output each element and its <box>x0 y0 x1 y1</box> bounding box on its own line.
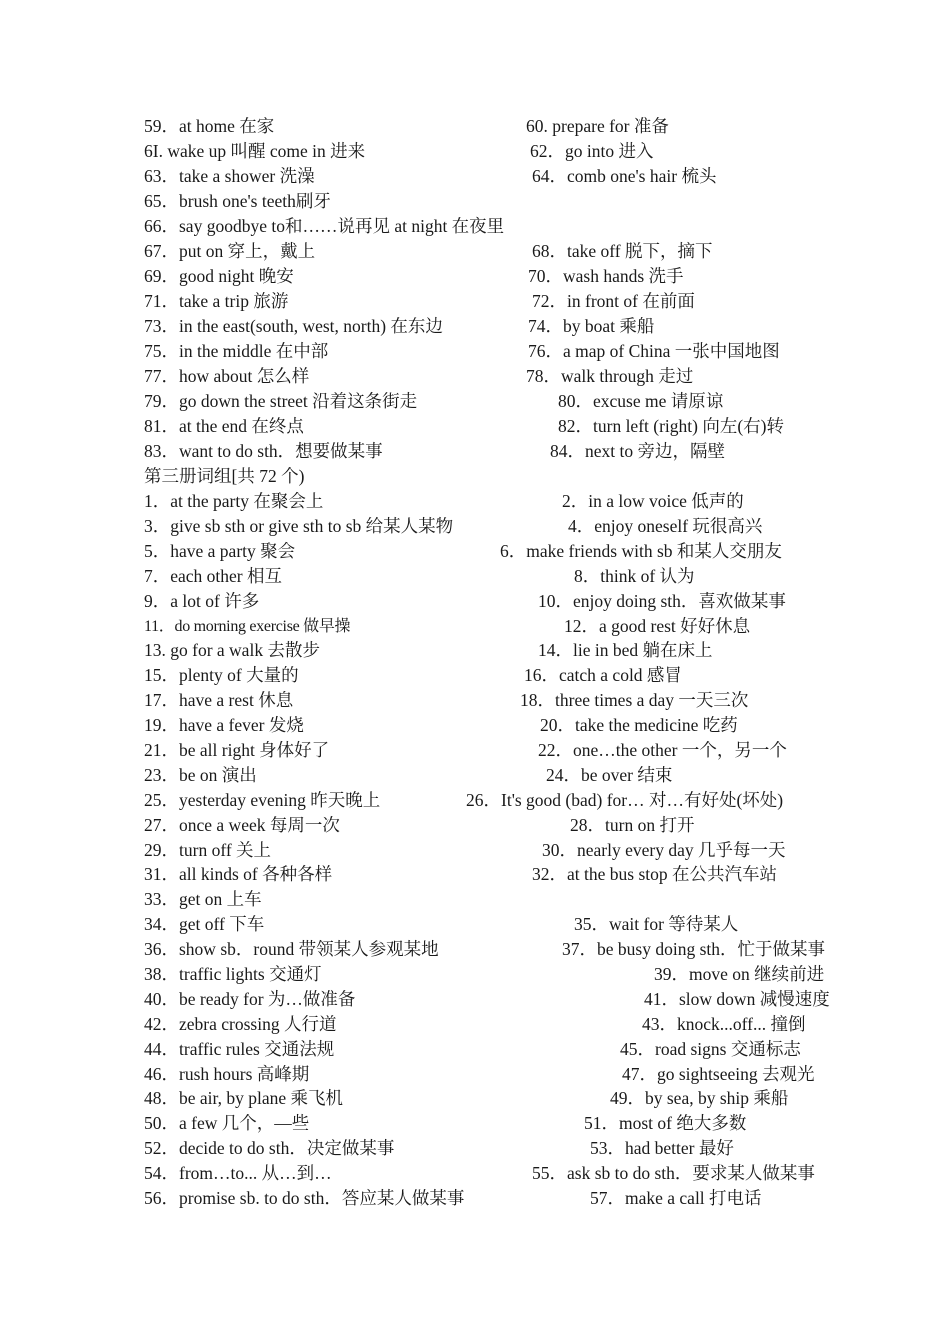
phrase-row <box>0 589 950 614</box>
phrase-left: 25．yesterday evening 昨天晚上 <box>144 790 381 810</box>
phrase-right: 20．take the medicine 吃药 <box>540 715 738 735</box>
phrase-left: 5．have a party 聚会 <box>144 541 296 561</box>
phrase-right: 57．make a call 打电话 <box>590 1188 762 1208</box>
phrase-left: 73．in the east(south, west, north) 在东边 <box>144 316 443 336</box>
phrase-left: 15．plenty of 大量的 <box>144 665 299 685</box>
phrase-left: 19．have a fever 发烧 <box>144 715 304 735</box>
phrase-left: 52．decide to do sth．决定做某事 <box>144 1138 395 1158</box>
phrase-right: 6．make friends with sb 和某人交朋友 <box>500 541 782 561</box>
phrase-right: 51．most of 绝大多数 <box>584 1113 747 1133</box>
phrase-row <box>0 1086 950 1111</box>
phrase-left: 66．say goodbye to和……说再见 at night 在夜里 <box>144 216 505 236</box>
phrase-left: 13. go for a walk 去散步 <box>144 640 320 660</box>
phrase-right: 10．enjoy doing sth．喜欢做某事 <box>538 591 786 611</box>
phrase-row <box>0 962 950 987</box>
phrase-right: 24．be over 结束 <box>546 765 673 785</box>
phrase-left: 71．take a trip 旅游 <box>144 291 289 311</box>
phrase-right: 53．had better 最好 <box>590 1138 734 1158</box>
phrase-right: 2．in a low voice 低声的 <box>562 491 744 511</box>
phrase-left: 46．rush hours 高峰期 <box>144 1064 310 1084</box>
phrase-right: 72．in front of 在前面 <box>532 291 695 311</box>
section-heading: 第三册词组[共 72 个) <box>144 466 305 486</box>
phrase-row <box>0 1062 950 1087</box>
phrase-right: 18．three times a day 一天三次 <box>520 690 749 710</box>
phrase-left: 21．be all right 身体好了 <box>144 740 330 760</box>
phrase-row <box>0 614 950 639</box>
phrase-right: 68．take off 脱下，摘下 <box>532 241 713 261</box>
phrase-row <box>0 114 950 139</box>
phrase-left: 31．all kinds of 各种各样 <box>144 864 333 884</box>
phrase-row <box>0 514 950 539</box>
phrase-right: 74．by boat 乘船 <box>528 316 655 336</box>
phrase-row <box>0 189 950 214</box>
phrase-left: 34．get off 下车 <box>144 914 265 934</box>
phrase-row <box>0 214 950 239</box>
section-heading-row <box>0 464 950 489</box>
phrase-left: 17．have a rest 休息 <box>144 690 294 710</box>
phrase-row <box>0 688 950 713</box>
phrase-row <box>0 564 950 589</box>
phrase-right: 64．comb one's hair 梳头 <box>532 166 717 186</box>
phrase-right: 62．go into 进入 <box>530 141 654 161</box>
phrase-right: 22．one…the other 一个，另一个 <box>538 740 787 760</box>
phrase-left: 75．in the middle 在中部 <box>144 341 329 361</box>
phrase-left: 48．be air, by plane 乘飞机 <box>144 1088 344 1108</box>
phrase-right: 37．be busy doing sth．忙于做某事 <box>562 939 825 959</box>
phrase-left: 9．a lot of 许多 <box>144 591 260 611</box>
phrase-row <box>0 164 950 189</box>
phrase-right: 4．enjoy oneself 玩很高兴 <box>568 516 763 536</box>
phrase-right: 55．ask sb to do sth．要求某人做某事 <box>532 1163 815 1183</box>
phrase-right: 26．It's good (bad) for… 对…有好处(坏处) <box>466 790 784 810</box>
phrase-row <box>0 539 950 564</box>
phrase-row <box>0 937 950 962</box>
phrase-right: 41．slow down 减慢速度 <box>644 989 830 1009</box>
phrase-left: 83．want to do sth．想要做某事 <box>144 441 383 461</box>
phrase-row <box>0 987 950 1012</box>
phrase-left: 63．take a shower 洗澡 <box>144 166 315 186</box>
phrase-row <box>0 763 950 788</box>
phrase-left: 29．turn off 关上 <box>144 840 272 860</box>
phrase-right: 28．turn on 打开 <box>570 815 695 835</box>
phrase-left: 50．a few 几个，—些 <box>144 1113 310 1133</box>
phrase-right: 84．next to 旁边，隔壁 <box>550 441 725 461</box>
phrase-row <box>0 1012 950 1037</box>
phrase-row <box>0 364 950 389</box>
phrase-row <box>0 1186 950 1211</box>
phrase-row <box>0 713 950 738</box>
phrase-row <box>0 1111 950 1136</box>
phrase-row <box>0 289 950 314</box>
phrase-left: 42．zebra crossing 人行道 <box>144 1014 337 1034</box>
phrase-left: 36．show sb．round 带领某人参观某地 <box>144 939 439 959</box>
phrase-left: 65．brush one's teeth刷牙 <box>144 191 331 211</box>
phrase-left: 38．traffic lights 交通灯 <box>144 964 322 984</box>
phrase-left: 40．be ready for 为…做准备 <box>144 989 356 1009</box>
phrase-left: 59．at home 在家 <box>144 116 275 136</box>
phrase-right: 49．by sea, by ship 乘船 <box>610 1088 789 1108</box>
phrase-right: 78．walk through 走过 <box>526 366 694 386</box>
phrase-left: 7．each other 相互 <box>144 566 283 586</box>
phrase-left: 54．from…to... 从…到… <box>144 1163 332 1183</box>
phrase-left: 6I. wake up 叫醒 come in 进来 <box>144 141 366 161</box>
phrase-right: 43．knock...off... 撞倒 <box>642 1014 806 1034</box>
phrase-row <box>0 1136 950 1161</box>
phrase-right: 12．a good rest 好好休息 <box>564 616 751 636</box>
phrase-row <box>0 389 950 414</box>
phrase-left: 33．get on 上车 <box>144 889 262 909</box>
phrase-right: 32．at the bus stop 在公共汽车站 <box>532 864 777 884</box>
phrase-row <box>0 314 950 339</box>
phrase-row <box>0 139 950 164</box>
phrase-left: 3．give sb sth or give sth to sb 给某人某物 <box>144 516 454 536</box>
phrase-row <box>0 439 950 464</box>
phrase-right: 30．nearly every day 几乎每一天 <box>542 840 786 860</box>
phrase-row <box>0 838 950 863</box>
phrase-left: 79．go down the street 沿着这条街走 <box>144 391 418 411</box>
phrase-row <box>0 239 950 264</box>
phrase-right: 16．catch a cold 感冒 <box>524 665 682 685</box>
phrase-row <box>0 788 950 813</box>
phrase-right: 39．move on 继续前进 <box>654 964 825 984</box>
phrase-left: 11．do morning exercise 做早操 <box>144 618 351 635</box>
phrase-row <box>0 862 950 887</box>
phrase-right: 70．wash hands 洗手 <box>528 266 684 286</box>
phrase-right: 8．think of 认为 <box>574 566 695 586</box>
phrase-right: 82．turn left (right) 向左(右)转 <box>558 416 784 436</box>
phrase-right: 35．wait for 等待某人 <box>574 914 739 934</box>
phrase-row <box>0 663 950 688</box>
phrase-left: 77．how about 怎么样 <box>144 366 310 386</box>
phrase-row <box>0 638 950 663</box>
phrase-row <box>0 339 950 364</box>
phrase-row <box>0 264 950 289</box>
phrase-right: 45．road signs 交通标志 <box>620 1039 801 1059</box>
phrase-right: 14．lie in bed 躺在床上 <box>538 640 713 660</box>
phrase-left: 56．promise sb. to do sth．答应某人做某事 <box>144 1188 465 1208</box>
phrase-right: 60. prepare for 准备 <box>526 116 669 136</box>
phrase-right: 47．go sightseeing 去观光 <box>622 1064 815 1084</box>
phrase-left: 81．at the end 在终点 <box>144 416 304 436</box>
phrase-left: 67．put on 穿上，戴上 <box>144 241 316 261</box>
phrase-right: 80．excuse me 请原谅 <box>558 391 724 411</box>
phrase-left: 27．once a week 每周一次 <box>144 815 340 835</box>
phrase-left: 1．at the party 在聚会上 <box>144 491 324 511</box>
phrase-row <box>0 912 950 937</box>
phrase-row <box>0 887 950 912</box>
phrase-left: 69．good night 晚安 <box>144 266 294 286</box>
phrase-left: 44．traffic rules 交通法规 <box>144 1039 335 1059</box>
phrase-row <box>0 1037 950 1062</box>
phrase-row <box>0 813 950 838</box>
phrase-right: 76．a map of China 一张中国地图 <box>528 341 780 361</box>
phrase-row <box>0 414 950 439</box>
phrase-row <box>0 738 950 763</box>
phrase-left: 23．be on 演出 <box>144 765 257 785</box>
phrase-row <box>0 489 950 514</box>
phrase-row <box>0 1161 950 1186</box>
